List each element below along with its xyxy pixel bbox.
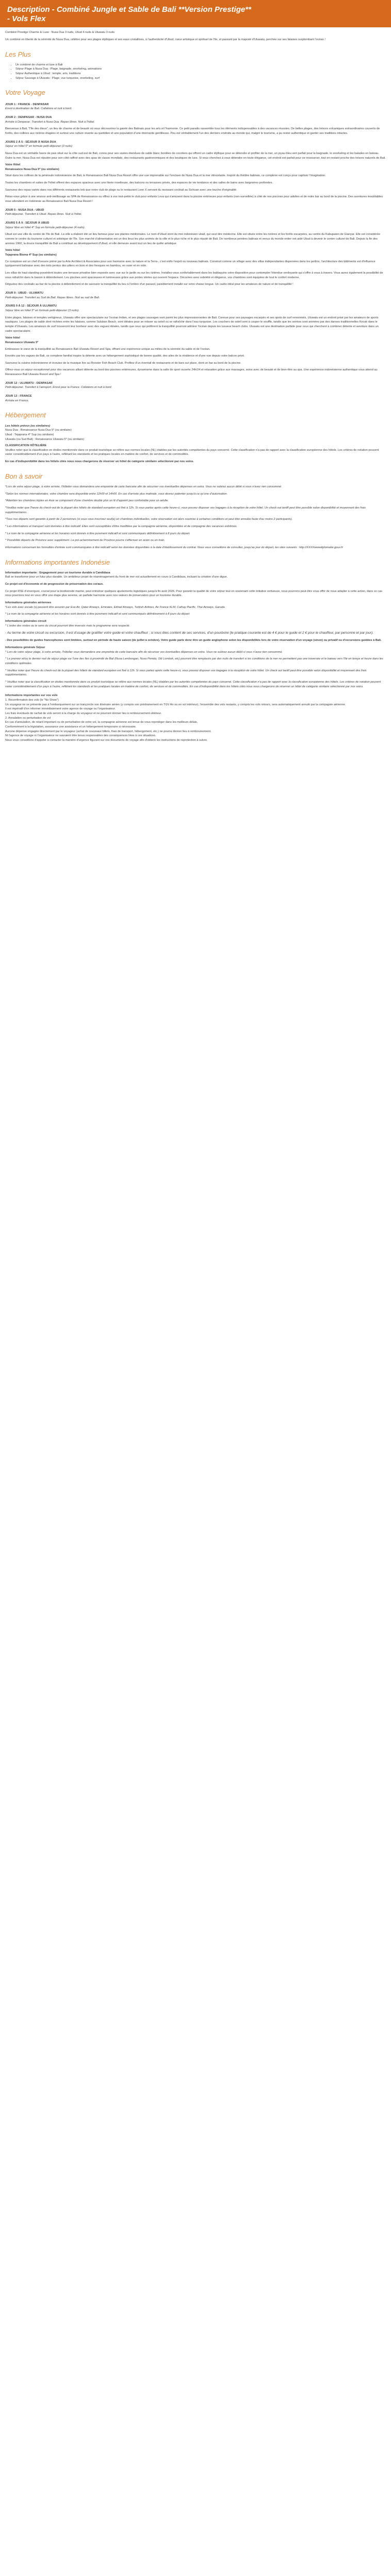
air-info-text: *Les vols avec escale (s) peuvent être assurés par Eva Air, Qatar Airways, Emirates, Etihad Airways, Turkish Airlines, Air France KLM, Cathay Pacific, Thai Airways, Garuda. bbox=[5, 605, 226, 609]
bon-a-savoir-item: *Lors de votre séjour plage, à votre arrivée, l'hôtelier vous demandera une empreinte de carte bancaire afin de sécuriser vos éventuelles dépenses en extra. Vous ne subirez aucun débit si vous n'avez rien consommé. bbox=[5, 485, 282, 488]
important-info-bold: Ce projet est d'économie et de progression de préservation des coraux. bbox=[5, 582, 104, 586]
classification-note: En cas d'indisponibilité dans les hôtels cités nous nous chargerons de réserver un hôtel de catégorie similaire sélectionné par nos soins. bbox=[5, 460, 194, 464]
day-2-subtitle: Arrivée à Denpasar. Transfert à Nusa Dua. Repas libres. Nuit à l'hôtel. bbox=[5, 120, 95, 124]
hotel-1-label: Votre Hôtel bbox=[5, 163, 21, 167]
day-13-title: JOUR 13 : FRANCE bbox=[5, 395, 32, 398]
flight-info-item: En cas d'annulation, de retard important ou de perturbation de votre vol, la compagnie aérienne est tenue de vous reprotéger dans les meilleurs délais. bbox=[5, 721, 198, 724]
circuit-info-bold: - Des possibilités de guides francophones sont limitées, surtout en période de haute saison (de juillet à octobre). Votre guide parle donc être un guide anglophone selon les disponibilités lors de votre réservation d'un voyage (sinon) ou privatif ou d'excursions guidées à Bali. bbox=[5, 639, 382, 642]
stay-info-text-3: * Veuillez noter que l'heure du check-out de la plupart des hôtels de standard européen est fixé à 12h. Si vous partez après cette heure-ci, vous pouvez disposer vos bagages à la réception de votre hôtel. Un check out tardif peut être possible selon disponibilité et moyennant des frais supplémentaires. bbox=[5, 669, 367, 677]
bon-a-savoir-item: * Les informations et transport sont données à titre indicatif. Elles sont susceptibles d'être modifiées par la compagnie aérienne, disponibles et de compagnie des vacances extrêmes. bbox=[5, 524, 238, 528]
important-info-text-2: Ce projet RSE d'envergure, crucial pour la biodiversité marine, peut entraîner quelques ajustements logistiques jusqu'à fin août 2026. Pour garantir la qualité de votre séjour tout en soutenant cette initiative vertueuse, nous pourrons peut-être vous offrir de nous adapter à cette action, dans ce cas nous pourrions tout en vous offrir une étape plus sereine, un parfaite harmonie avec nos valeurs de préservation pour un tourisme durable. bbox=[5, 589, 382, 598]
days-2-5-subtitle: Séjour en hôtel 5* en formule petit-déjeuner (3 nuits) bbox=[5, 145, 72, 148]
classification-title: CLASSIFICATION HÔTELIÈRE bbox=[5, 444, 47, 448]
days-9-12-title: JOURS 9 À 12 : SÉJOUR À ULUWATU bbox=[5, 304, 57, 308]
title-banner bbox=[0, 0, 391, 27]
hotel-1-rooms: Toutes les chambres et suites de l'hôtel offrent des espaces spacieux avec une literie moelleuse, des balcons ou terrasses privés, des espaces de vie tendance et des salles de bains avec baignoires profondes. bbox=[5, 181, 273, 185]
bon-a-savoir-item: * Le nom de la compagnie aérienne et les horaires sont donnés à titre purement indicatif et sont communiqués définitivement à 8 jours du départ. bbox=[5, 532, 190, 535]
document-page bbox=[0, 0, 391, 746]
flight-info-item: Nous vous conseillons d'appeler à contacter la manière d'urgence figurant sur vos documents de voyage afin d'obtenir les instructions de reprotection à suivre. bbox=[5, 738, 208, 742]
day-9-title: JOUR 9 : UBUD - ULUWATU bbox=[5, 291, 43, 295]
hotel-3-description: Embrassez le cœur de la tranquillité au Renaissance Bali Uluwatu Resort and Spa, offrant une expérience unique au milieu de la sérénité du sable et de l'océan. bbox=[5, 347, 210, 351]
intro-summary: Combiné Prestige Charme & Luxe : Nusa Dua 3 nuits, Ubud 4 nuits & Uluwatu 3 nuits bbox=[5, 31, 115, 35]
flight-info-item: Conformément à la législation, assurance une assistance et un hébergement temporaire si nécessaire. bbox=[5, 725, 137, 728]
day-1-subtitle: Envol à destination de Bali. Collations et nuit à bord. bbox=[5, 107, 72, 111]
flight-info-item: 2. Annulation ou perturbation de vol bbox=[5, 716, 51, 720]
flight-info-item: Il est impératif d'en informer immédiatement votre agence de voyage ou l'organisateur. bbox=[5, 707, 116, 711]
les-plus-list bbox=[5, 63, 386, 81]
flight-info-item: 1. Reconfirmation des vols (le "No Show") bbox=[5, 698, 59, 702]
page-title: Description - Combiné Jungle et Sable de Bali **Version Prestige** bbox=[7, 5, 251, 14]
ubud-description: Ubud est une ville du centre de l'île de Bali. La ville a élaboré été un lieu fameux pour ses plantes médicinales. Le nom d'Ubud vient du mot indonésien ubad, qui veut dire médecine. Elle est située entre les rizières et les forêts escarpées, au centre du Kabupaten de Gianyar. Elle est considérée comme le centre du tourisme culturel et artistique de l'île. Son marché d'alimentation est un des lieux les plus animés de la ville et le plus riche et le plus réputé de Bali. De nombreux peintres balinais et venus du monde entier ont aidé Ubud à devenir le centre culturel de Bali. Depuis la fin des années 1960, la douce tranquillité de Bali a contribué au développement d'Ubud, et elle demeure avant tout un lieu de quête artistique. bbox=[5, 233, 380, 245]
bon-a-savoir-heading: Bon à savoir bbox=[5, 472, 43, 480]
hotel-1-description: Situé dans les collines de la péninsule indonésienne de Bali, le Renaissance Bali Nusa Dua Resort offre une vue imprenable sur l'enclave de Nusa Dua et la mer étincelante. Inspiré du théâtre balinais, ce complexe est conçu pour captiver l'imagination. bbox=[5, 174, 326, 178]
days-2-5-title: JOURS 2 À 5 : SÉJOUR À NUSA DUA bbox=[5, 140, 56, 144]
hotel-1-food: Savourez des repas variés dans nos différents restaurants tels que notre club de plage ou le restaurant Loon X servant du ravissant cocktail au Sichuan avec une touche d'originalité. bbox=[5, 188, 237, 192]
voyage-heading: Votre Voyage bbox=[5, 89, 45, 97]
bon-a-savoir-item: *Tous nos départs sont garantis à partir de 2 personnes (si vous vous inscrivez seul(e) en chambres individuelles, votre réservation est alors soumise à certaines conditions et peut être annulée faute d'au moins 2 participants). bbox=[5, 518, 293, 521]
intro-description: Un combiné en liberté de la sérénité de Nusa Dua, célèbre pour ses plages idylliques et ses eaux cristallines, à l'authenticité d'Ubud, cœur artistique et spirituel de l'île, et passant par la majesté d'Uluwatu, perchée sur ses falaises surplombant l'océan ! bbox=[5, 38, 325, 42]
day-12-subtitle: Petit-déjeuner. Transfert à l'aéroport. Envol pour la France. Collations et nuit à bord. bbox=[5, 386, 112, 389]
hotel-2-name: Tejaprana Bisma 4* Sup (ou similaire) bbox=[5, 253, 57, 257]
hotel-line: Nusa Dua : Renaissance Nusa Dua 5* (ou similaire) bbox=[5, 429, 72, 432]
day-5-subtitle: Petit-déjeuner. Transfert à Ubud. Repas libres. Nuit à l'hôtel. bbox=[5, 213, 82, 216]
hotel-2-villas: Les villas de haut standing possèdent toutes une terrasse privative bien exposée avec vue sur le jardin ou sur les rizières. Installez-vous confortablement dans les baldaquins votre disposition pour contempler l'étendue verdoyante qui s'offre à vous à travers. Vous aurez également la possibilité de vous rafraîchir dans le bassin à débordement. Les piscines sont spacieuses et lumineuses grâce aux portes vitrées qui ouvrent l'espace. Décorées avec sobriété et élégance, vos chambres sont équipées de tout le confort moderne. bbox=[5, 271, 383, 279]
important-info-text: Bali se transforme pour un futur plus durable. Un ambitieux projet de réaménagement du front de mer est actuellement en cours à Candidasa, incluant la création d'une digue. bbox=[5, 575, 228, 579]
days-9-12-subtitle: Séjour libre en hôtel 5* en formule petit-déjeuner (3 nuits). bbox=[5, 309, 79, 312]
bon-a-savoir-item: * Possibilité départs de Province avec supplément. La pré-acheminement de Province pourra s'effectuer en avion ou en train. bbox=[5, 539, 165, 543]
list-item: • Séjour Plage à Nusa Dua : Plage, baignade, snorkeling, animations bbox=[15, 67, 386, 72]
circuit-info-text: * L'ordre des visites ou le sens du circuit pourront être inversés mais le programme sera respecté. bbox=[5, 624, 131, 628]
classification-text: Veuillez noter que la classification en étoiles mentionnée dans ce produit touristique se réfère aux normes locales (NL) établies par les autorités compétentes du pays concerné. Cette classification n'a pas de rapport avec la classification européenne des hôtels. Les critères de notation peuvent varier considérablement d'un pays à l'autre, reflétant les standards et les pratiques locales en matière de confort, de services et de commodités. bbox=[5, 448, 379, 456]
list-item: • Séjour Authentique à Ubud : temple, arts, traditions bbox=[15, 72, 386, 76]
hotel-3-name: Renaissance Uluwatu 5* bbox=[5, 341, 39, 344]
circuit-info-title: Informations générales circuit bbox=[5, 619, 46, 623]
flight-info-title: Informations importantes sur vos vols bbox=[5, 694, 58, 698]
hotel-2-label: Votre hôtel bbox=[5, 249, 20, 252]
hotel-1-relax: Relax-vous grâce à une séance anti-vieillissage au SPA de Renaissance ou offrez à vos tout-petits le club pour enfants Lova qui s'amusent dans la piscine extérieure pour enfants (non-surveillée) à côté de nos piscines pour adultes et de notre bar au bord de la piscine. Des aventures inoubliables vous attendent en Indonésie au Renaissance Bali Nusa Dua Resort ! bbox=[5, 195, 383, 204]
day-1-title: JOUR 1 : FRANCE - DENPASAR bbox=[5, 103, 49, 106]
stay-info-text: * Lors de votre séjour plage, à votre arrivée, l'hôtelier vous demandera une empreinte de carte bancaire afin de sécuriser vos éventuelles dépenses en extra. Vous ne subirez aucun débit si vous n'avez rien consommé. bbox=[5, 650, 283, 654]
hotel-1-name: Renaissance Nusa Dua 5* (ou similaire) bbox=[5, 167, 59, 171]
hebergement-heading: Hébergement bbox=[5, 411, 46, 419]
days-5-9-title: JOURS 5 À 9 : SÉJOUR À UBUD bbox=[5, 222, 50, 225]
stay-info-text-2: * Le premier et/ou le dernier nuit de séjour plage sur l'une des îles à proximité de Bali (Nusa Lembongan, Nusa Penida, Gili Lombok, etc) pourront être remplacés par des nuits de transfert si les conditions de la mer ne permettent pas une traversée et le bateau vers l'île en temps et heure dans les conditions optimales. bbox=[5, 657, 383, 666]
bon-a-savoir-item: *Veuillez noter que l'heure du check-out de la plupart des hôtels de standard européen est fixé à 12h. Si vous partez après cette heure-ci, vous pouvez disposer vos bagages à la réception de votre hôtel. Un check out tardif peut être possible selon disponibilité et moyennant des frais supplémentaires. bbox=[5, 506, 366, 514]
air-info-title: Informations générales aériennes bbox=[5, 601, 52, 604]
hotel-3-extra: Offrez-vous un séjour exceptionnel pour des vacances alliant détente au bord des piscines extérieures, dynamisme dans la salle de sport ouverte 24h/24 et relaxation grâce aux massages, soins avec de beauté et de bien-être au spa. Une expérience indonésienne authentique vous attend au Renaissance Bali Uluwatu Resort and Spa ! bbox=[5, 368, 378, 377]
hotel-3-food: Savourez la cuisine indonésienne et écoutez de la musique live au Rooster Fish Beach Club. Profitez d'un éventail de restaurants et de bars sur place, dont un bar au bord de la piscine. bbox=[5, 361, 241, 365]
day-5-title: JOUR 5 : NUSA DUA - UBUD bbox=[5, 208, 44, 212]
hotels-lead: Les hôtels prévus (ou similaires) bbox=[5, 424, 51, 428]
day-13-subtitle: Arrivée en France. bbox=[5, 399, 29, 402]
hotel-line: Uluwatu (ou Sud Bali) : Renaissance Uluwatu 5* (ou similaire) bbox=[5, 437, 85, 441]
les-plus-heading: Les Plus bbox=[5, 50, 31, 58]
list-item: • Séjour Sauvage à Uluwatu : Plage, vue turquoise, snorkeling, surf bbox=[15, 76, 386, 81]
flight-info-item: Ni l'agence de voyage ni l'organisateur ne sauraient être tenus responsables des conséquences liées à ces situations. bbox=[5, 734, 156, 738]
hotel-3-pool: Envolés par les vagues de Bali, ce complexe familial inspire la détente avec un hébergement sophistiqué de bonne qualité, des ailes de la résidence et d'une vue depuis votre balcon privé. bbox=[5, 354, 245, 358]
flight-info-item: Aucune dépense engagée directement par le voyageur (achat de nouveaux billets, frais de transport, hébergement, etc.) ne pourra donner lieu à remboursement. bbox=[5, 730, 211, 733]
bon-a-savoir-item: Informations concernant les formalités d'entrée sont communiquées à titre indicatif selon les données disponibles à la date d'établissement du contrat. Nous vous conseillons de consulter, jusqu'au jour du départ, les sites suivants : http://XXXXwwwdiplomatie.gouv.fr bbox=[5, 546, 343, 549]
flight-info-item: Un voyageur ne se présente pas à l'embarquement sur un trançoncle son itinéraire aérien (y compris son prédrainement en TGV Air ou en vol intérieur), l'ensemble des vols restants, y compris les vols retours, sera automatiquement annulé par la compagnie aérienne. bbox=[5, 703, 346, 706]
circuit-info-text-2: - Au terme de votre circuit ou excursion, il est d'usage de gratifier votre guide et votre chauffeur ; si vous êtes content de ses services, d'un pourboire (le pratique courante est de 4 € pour le guide et 2 € pour le chauffeur, par personne et par jour). bbox=[5, 631, 374, 635]
list-item: • Un combiné de charme et luxe à Bali bbox=[15, 63, 386, 67]
flight-info-item: Les frais éventuels de rachat de vols seront à la charge du voyageur et ne pourront donner lieu à remboursement ultérieur. bbox=[5, 711, 162, 715]
bon-a-savoir-item: *Attention les chambres triples en Asie se composent d'une chambre double plus un lit d'appoint peu confortable pour un adulte. bbox=[5, 499, 169, 503]
day-2-title: JOUR 2 : DENPASAR - NUSA DUA bbox=[5, 115, 52, 119]
air-info-text-2: * Le nom de la compagnie aérienne et les horaires sont donnés à titre purement indicatif et sont communiqués définitivement à 8 jours du départ bbox=[5, 613, 190, 616]
hotel-3-label: Votre hôtel bbox=[5, 336, 20, 340]
infos-heading: Informations importantes Indonésie bbox=[5, 558, 110, 566]
welcome-paragraph: Bienvenue à Bali, "l'île des dieux", un lieu de charme et de beauté où vous découvrirez la gaieté des Balinais pour les arts et l'harmonie. Ce petit paradis rassemble tous les éléments indispensables à des vacances réussies. De belles plages, des trésors volcaniques extraordinaires couverts de forêts, des collines aux rizières étagées et surtout une culture vivante au quotidien et une population d'une étonnante gentillesse. Peu est véritablement l'un des derniers endroits au monde qui, malgré le tourisme, a pu rester authentique et garder ses traditions intactes. bbox=[5, 127, 380, 135]
day-12-title: JOUR 12 : ULUWATU - DENPASAR bbox=[5, 381, 53, 385]
day-9-subtitle: Petit-déjeuner. Transfert au Sud de Bali. Repas libres. Nuit au sud de Bali. bbox=[5, 296, 100, 299]
hotel-2-food: Dégustez des cocktails au bar de la piscine à débordement et de savourer la tranquillité du lieu à l'ombre d'un parasol, paisiblement installé sur votre chaise longue. Un cadre idéal pour les amateurs de nature et de tranquillité ! bbox=[5, 283, 294, 286]
uluwatu-description: Entre plages, falaises et temples vertigineux, Uluwatu offre une spectaculaire sur l'océan Indien, et ses plages sauvages sont parmi les plus impressionnantes de Bali. Connue pour ses paysages escarpés et ses spots de surf renommés, Uluwatu est un endroit prisé par les amateurs de sports nautiques. Les plages de sable doré nichées entre les falaises, comme Suluban Beach, sont idéales pour se relaxer au soleil ou se rafraîchir dans l'eau turquoise. Les couchers de soleil sont à couper le souffle, tandis que les soirées sont animées par des danses traditionnelles Kecak dans le temple d'Uluwatu. Les amateurs de surf trouveront leur bonheur avec des vagues idéales, tandis que ceux qui préfèrent la tranquillité pourront admirer l'océan depuis les luxueux beach clubs. Uluwatu est une destination parfaite pour ceux qui cherchent à combiner détente et aventure dans un cadre spectaculaire. bbox=[5, 316, 379, 333]
days-5-9-subtitle: Séjour libre en hôtel 4* Sup en formule petit-déjeuner (4 nuits). bbox=[5, 226, 86, 229]
bon-a-savoir-item: *Selon les normes internationales, votre chambre sera disponible entre 12h00 et 14h00. En cas d'arrivée plus matinale, vous devrez patienter jusqu'à ce qu'une d'autorisation. bbox=[5, 492, 228, 496]
hotel-line: Ubud : Tejaprana 4* Sup (ou similaire) bbox=[5, 433, 54, 436]
stay-info-text-4: * Veuillez noter que la classification en étoiles mentionnée dans ce produit touristique se réfère aux normes locales (NL) établies par les autorités compétentes du pays concerné. Cette classification n'a pas de rapport avec la classification européenne des hôtels. Les critères de notation peuvent varier considérablement d'un pays à l'autre, reflétant les standards et les pratiques locales en matière de confort, de services et de commodités. En cas d'indisponibilité dans les hôtels cités nous nous chargerons de réserver un hôtel de catégorie similaire sélectionné par nos soins. bbox=[5, 681, 381, 688]
important-info-title: Information importante : Engagement pour un tourisme durable à Candidasa bbox=[5, 571, 110, 574]
page-title-line2: - Vols Flex bbox=[7, 14, 46, 23]
nusa-dua-description: Nusa Dua est un véritable havre de paix situé sur la côte sud-est de Bali, connu pour ses vastes étendues de sable blanc bordées de cocotiers qui offrent un cadre idyllique pour se détendre et profiter de la mer, un joyau bleu vert parfait pour la baignade, le snorkeling et les balades en bateau. Outre la mer, Nusa Dua est réputée pour son côté raffiné avec des spas de classe mondiale, des restaurants gastronomiques et des boutiques de luxe. Si vous cherchez à vous détendre en toute élégance, cet endroit est parfait pour se ressourcer, tout en restant proche des trésors naturels de Bali. bbox=[5, 151, 386, 160]
stay-info-title: Informations générale Séjour bbox=[5, 646, 45, 650]
hotel-2-description: Ce complexe est un chef d'oeuvre primé par la Arte Architect & Associates pour son harmonie avec la nature et la Terra-, c'est enfin l'esprit ou nouveau balinais. Construit comme un village avec des villas indépendantes dispersées dans les jardins, l'architecture des bâtiments est d'influence typiquement balinaise avec des toits pentus des piliers en bois et des fresques en bambou, en osier et en rotin. bbox=[5, 260, 376, 268]
